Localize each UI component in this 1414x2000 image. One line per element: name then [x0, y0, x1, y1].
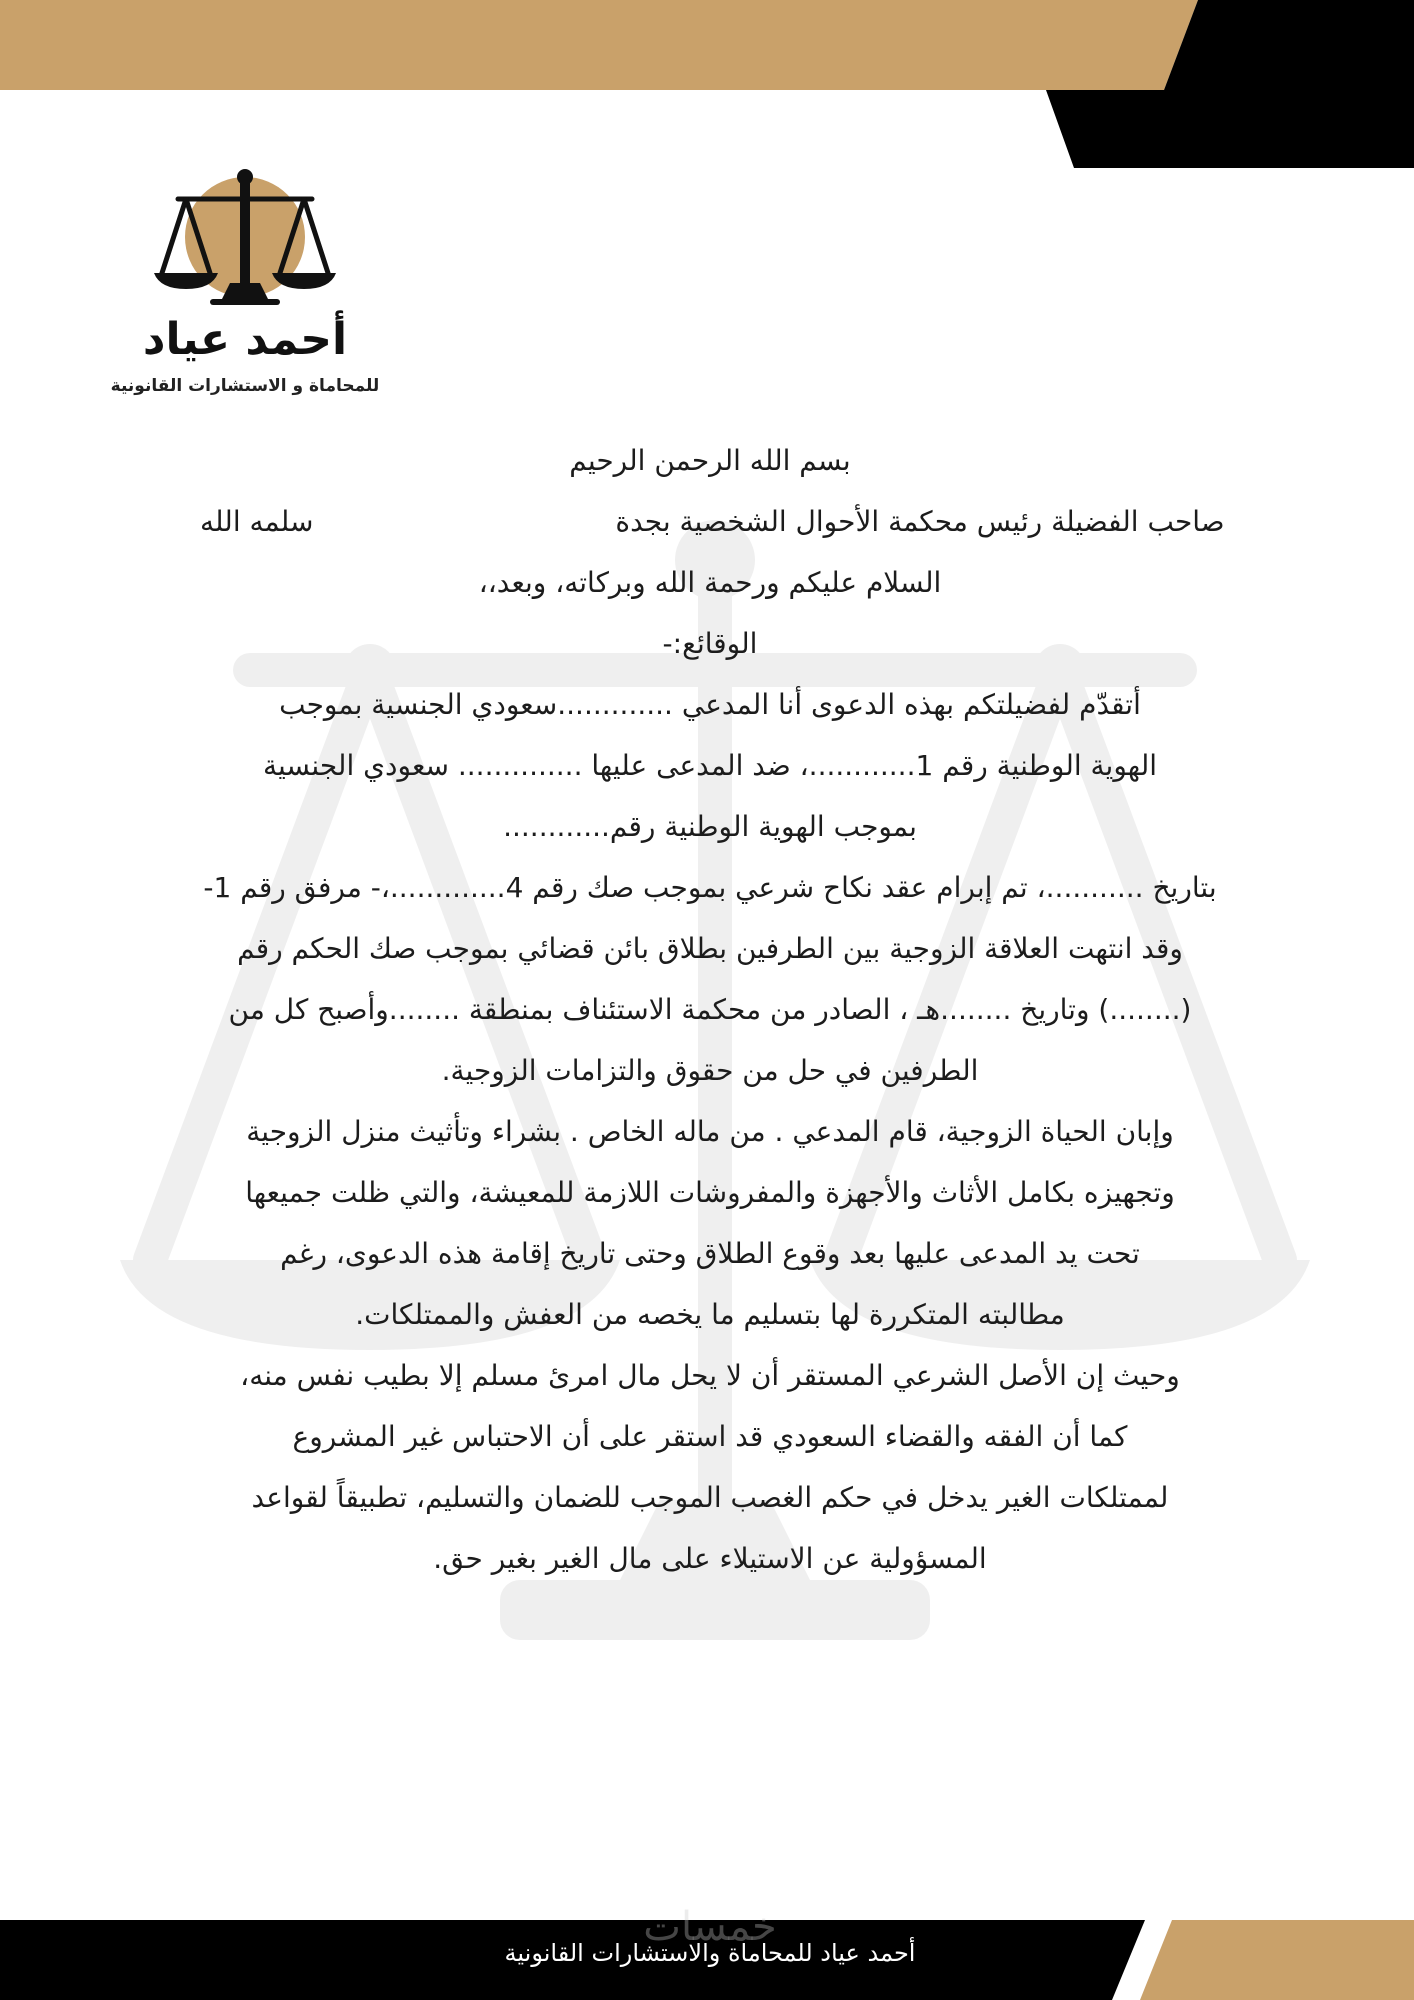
firm-name: أحمد عياد [142, 314, 348, 365]
body-line: المسؤولية عن الاستيلاء على مال الغير بغير حق. [433, 1542, 987, 1575]
footer-text: أحمد عياد للمحاماة والاستشارات القانونية [504, 1939, 916, 1967]
body-line: وقد انتهت العلاقة الزوجية بين الطرفين بطلاق بائن قضائي بموجب صك الحكم رقم [237, 932, 1183, 965]
body-line: لممتلكات الغير يدخل في حكم الغصب الموجب للضمان والتسليم، تطبيقاً لقواعد [251, 1481, 1169, 1514]
letter-body [130, 430, 1290, 1589]
body-line: أتقدّم لفضيلتكم بهذه الدعوى أنا المدعي .............سعودي الجنسية بموجب [279, 688, 1141, 721]
header-gold-stripe [0, 0, 1198, 90]
greeting: السلام عليكم ورحمة الله وبركاته، وبعد،، [478, 566, 942, 599]
addressee-closing: سلمه الله [200, 505, 314, 538]
body-line: وتجهيزه بكامل الأثاث والأجهزة والمفروشات اللازمة للمعيشة، والتي ظلت جميعها [245, 1176, 1175, 1209]
basmala: بسم الله الرحمن الرحيم [569, 444, 851, 477]
body-line: وحيث إن الأصل الشرعي المستقر أن لا يحل مال امرئ مسلم إلا بطيب نفس منه، [240, 1359, 1180, 1392]
body-line: الهوية الوطنية رقم 1............، ضد المدعى عليها .............. سعودي الجنسية [262, 749, 1158, 782]
firm-logo [85, 165, 405, 405]
body-line: وإبان الحياة الزوجية، قام المدعي . من ماله الخاص . بشراء وتأثيث منزل الزوجية [246, 1115, 1174, 1148]
body-line: كما أن الفقه والقضاء السعودي قد استقر على أن الاحتباس غير المشروع [292, 1420, 1128, 1453]
footer-gold-corner [1140, 1920, 1414, 2000]
body-line: بموجب الهوية الوطنية رقم............ [503, 810, 917, 843]
body-line: بتاريخ ...........، تم إبرام عقد نكاح شرعي بموجب صك رقم 4.............،- مرفق رقم 1- [203, 871, 1217, 904]
footer-watermark: خمسات [643, 1904, 777, 1950]
header-band [0, 0, 1414, 170]
body-line: تحت يد المدعى عليها بعد وقوع الطلاق وحتى تاريخ إقامة هذه الدعوى، رغم [280, 1237, 1140, 1270]
addressee: صاحب الفضيلة رئيس محكمة الأحوال الشخصية بجدة [615, 505, 1225, 538]
body-line: الطرفين في حل من حقوق والتزامات الزوجية. [441, 1054, 979, 1087]
addressee-line [130, 491, 1290, 552]
facts-heading: الوقائع:- [662, 627, 758, 660]
body-line: (........) وتاريخ ........هـ ، الصادر من محكمة الاستئناف بمنطقة ........وأصبح كل من [228, 993, 1192, 1026]
body-line: مطالبته المتكررة لها بتسليم ما يخصه من العفش والممتلكات. [355, 1298, 1065, 1331]
scales-of-justice-icon [150, 165, 340, 305]
firm-subtitle: للمحاماة و الاستشارات القانونية [110, 376, 380, 396]
